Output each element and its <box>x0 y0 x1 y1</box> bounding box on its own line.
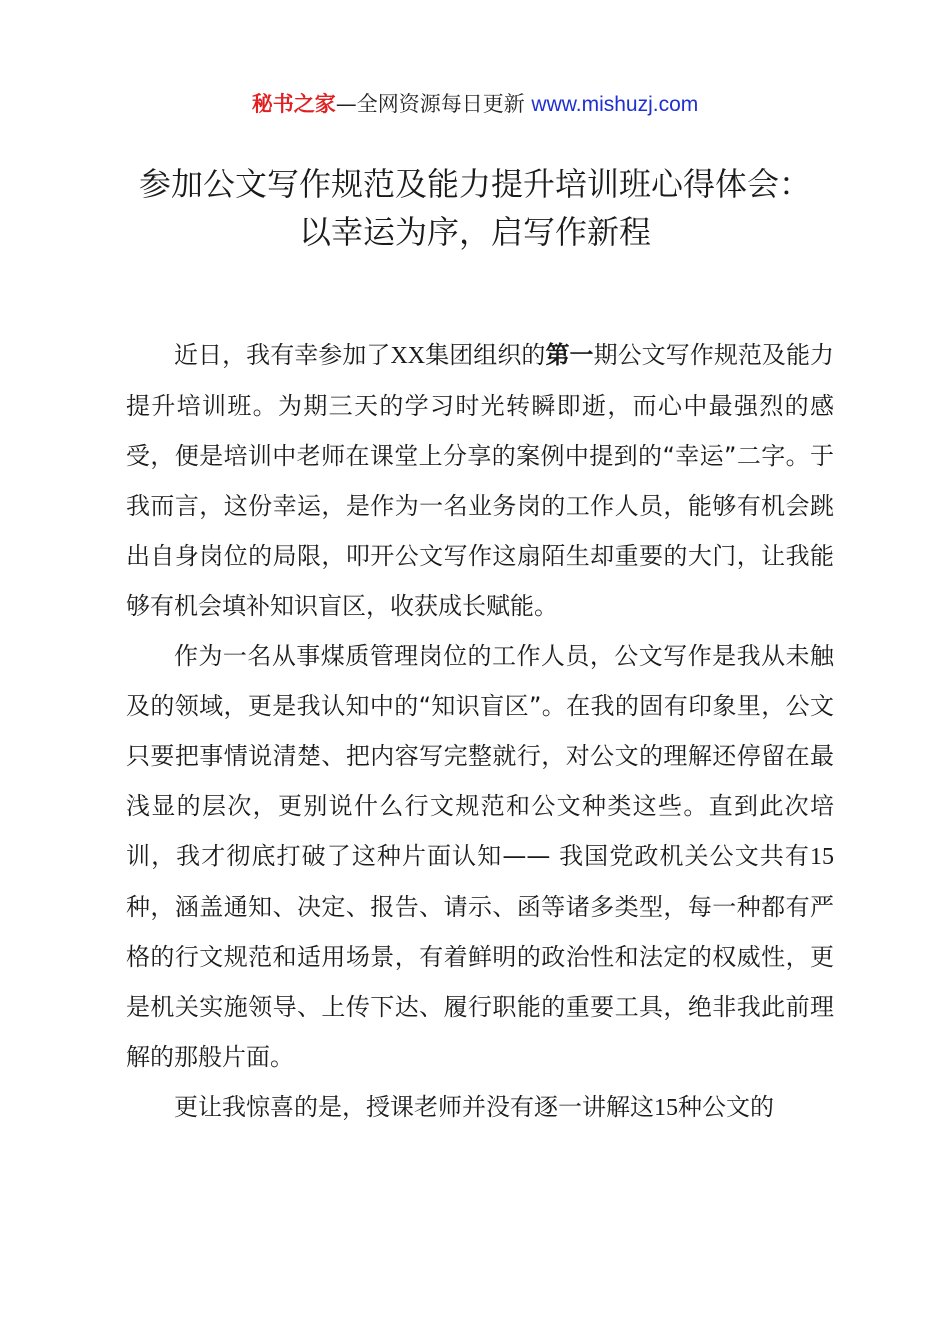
title-line-1: 参加公文写作规范及能力提升培训班心得体会： <box>138 165 811 203</box>
site-url-link[interactable]: www.mishuzj.com <box>531 93 699 116</box>
paragraph-1-text-e: 期公文写作规范及能力提升培训班。为期三天的学习时光转瞬即逝，而心中最强烈的感受，便是培训中老师在课堂上分享的案例中提到的“幸运”二字。于我而言，这份幸运，是作为一名业务岗的工作人员，能够有机会跳出自身岗位的局限，叩开公文写作这扇陌生却重要的大门，让我能够有机会填补知识盲区，收获成长赋能。 <box>126 341 835 620</box>
site-tagline: —全网资源每日更新 <box>335 92 532 116</box>
paragraph-1-bold-text: 第一 <box>545 341 594 369</box>
paragraph-3-text-c: 种公文的 <box>678 1093 774 1121</box>
site-brand: 秘书之家 <box>251 92 336 116</box>
site-header <box>0 88 950 121</box>
paragraph-2 <box>126 631 834 1082</box>
paragraph-1-text-a: 近日，我有幸参加了 <box>174 341 391 369</box>
paragraph-2-number: 15 <box>810 844 834 870</box>
paragraph-3 <box>126 1082 834 1133</box>
paragraph-2-text-c: 种，涵盖通知、决定、报告、请示、函等诸多类型，每一种都有严格的行文规范和适用场景，有着鲜明的政治性和法定的权威性，更是机关实施领导、上传下达、履行职能的重要工具，绝非我此前理解的那般片面。 <box>126 893 834 1071</box>
paragraph-3-number: 15 <box>654 1095 678 1121</box>
document-body <box>126 330 834 1133</box>
paragraph-1 <box>126 330 834 631</box>
document-title <box>0 160 950 256</box>
paragraph-2-text-a: 作为一名从事煤质管理岗位的工作人员，公文写作是我从未触及的领域，更是我认知中的“知识盲区”。在我的固有印象里，公文只要把事情说清楚、把内容写完整就行，对公文的理解还停留在最浅显的层次，更别说什么行文规范和公文种类这些。直到此次培训，我才彻底打破了这种片面认知—— 我国党政机关公文共有 <box>126 642 834 870</box>
title-line-2: 以幸运为序，启写作新程 <box>298 213 651 251</box>
paragraph-1-text-b: XX <box>390 343 426 369</box>
paragraph-3-text-a: 更让我惊喜的是，授课老师并没有逐一讲解这 <box>174 1093 654 1121</box>
paragraph-1-text-c: 集团组织的 <box>425 341 546 369</box>
